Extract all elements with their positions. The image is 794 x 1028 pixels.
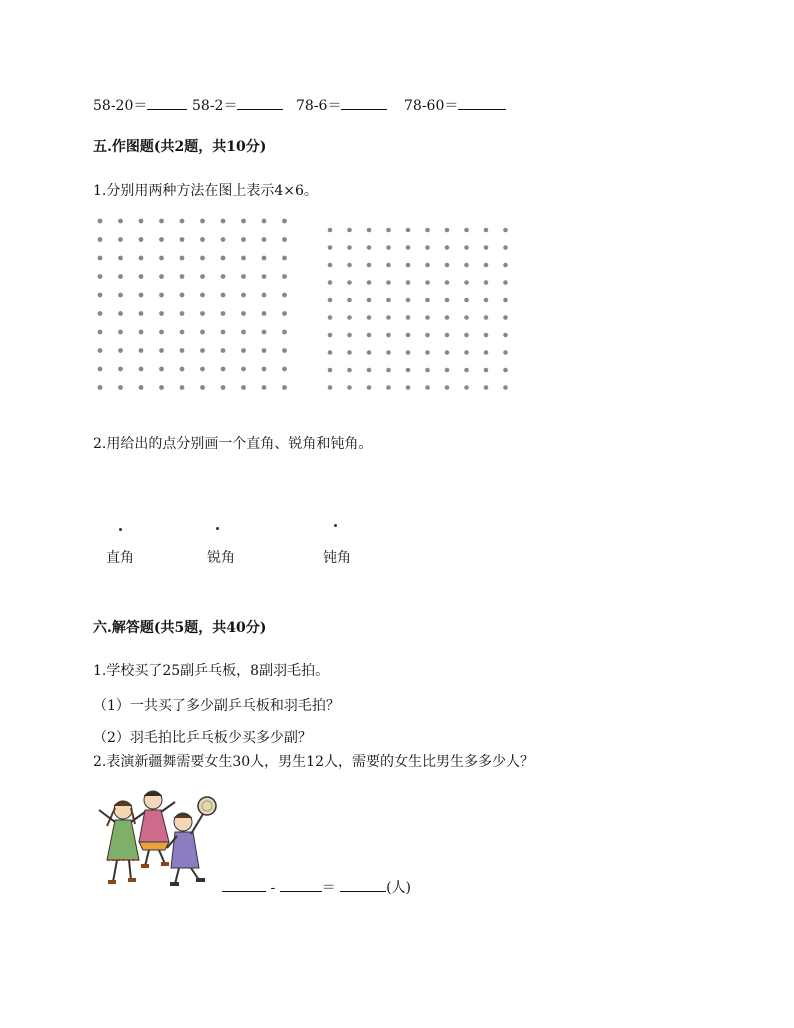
grid-dot [484, 298, 489, 303]
grid-dot [282, 367, 287, 372]
grid-dot [118, 367, 123, 372]
grid-dot [139, 256, 144, 261]
grid-dot [139, 367, 144, 372]
grid-dot [445, 333, 450, 338]
grid-dot [464, 280, 469, 285]
grid-dot [118, 274, 123, 279]
grid-dot [221, 348, 226, 353]
grid-dot [221, 256, 226, 261]
grid-dot [180, 293, 185, 298]
grid-dot [159, 311, 164, 316]
grid-dot [484, 368, 489, 373]
grid-dot [200, 256, 205, 261]
grid-dot [347, 350, 352, 355]
section5-q1: 1.分别用两种方法在图上表示4×6。 [93, 183, 318, 199]
grid-dot [159, 348, 164, 353]
grid-dot [118, 385, 123, 390]
angle-label-obtuse: 钝角 [323, 550, 351, 566]
grid-dot [159, 219, 164, 224]
grid-dot [241, 367, 246, 372]
grid-dot [347, 245, 352, 250]
section6-q1-sub1: （1）一共买了多少副乒乓板和羽毛拍？ [93, 698, 340, 714]
grid-dot [445, 385, 450, 390]
arith-expr: 78-6＝ [296, 98, 342, 114]
arith-expr: 78-60＝ [404, 98, 459, 114]
grid-dot [98, 385, 103, 390]
grid-dot [139, 385, 144, 390]
grid-dot [503, 280, 508, 285]
grid-dot [98, 237, 103, 242]
grid-dot [221, 293, 226, 298]
answer-blank[interactable] [147, 97, 187, 110]
grid-dot [406, 350, 411, 355]
grid-dot [425, 263, 430, 268]
grid-dot [386, 263, 391, 268]
grid-dot [503, 350, 508, 355]
section6-q1: 1.学校买了25副乒乓板，8副羽毛拍。 [93, 663, 330, 679]
grid-dot [503, 315, 508, 320]
grid-dot [484, 263, 489, 268]
answer-blank[interactable] [458, 97, 506, 110]
minus-sign: - [270, 880, 276, 896]
grid-dot [200, 219, 205, 224]
grid-dot [159, 237, 164, 242]
section6-q1-sub2: （2）羽毛拍比乒乓板少买多少副？ [93, 730, 312, 746]
answer-blank[interactable] [237, 97, 283, 110]
grid-dot [406, 263, 411, 268]
grid-dot [367, 280, 372, 285]
grid-dot [221, 274, 226, 279]
grid-dot [241, 330, 246, 335]
grid-dot [406, 280, 411, 285]
dot-grid-left[interactable] [96, 217, 292, 393]
grid-dot [118, 293, 123, 298]
grid-dot [386, 385, 391, 390]
equation-blank-2[interactable] [280, 879, 322, 892]
grid-dot [503, 245, 508, 250]
grid-dot [118, 256, 123, 261]
grid-dot [262, 256, 267, 261]
grid-dot [139, 219, 144, 224]
grid-dot [367, 228, 372, 233]
grid-dot [347, 228, 352, 233]
grid-dot [221, 385, 226, 390]
angle-point-right[interactable] [119, 528, 122, 531]
section6-q2: 2.表演新疆舞需要女生30人，男生12人，需要的女生比男生多多少人？ [93, 754, 534, 770]
grid-dot [425, 315, 430, 320]
equation-blank-1[interactable] [222, 879, 266, 892]
grid-dot [367, 315, 372, 320]
grid-dot [98, 330, 103, 335]
grid-dot [464, 350, 469, 355]
grid-dot [386, 280, 391, 285]
grid-dot [328, 385, 333, 390]
grid-dot [241, 348, 246, 353]
grid-dot [484, 245, 489, 250]
grid-dot [386, 350, 391, 355]
grid-dot [445, 245, 450, 250]
grid-dot [328, 263, 333, 268]
grid-dot [241, 219, 246, 224]
grid-dot [262, 311, 267, 316]
grid-dot [503, 263, 508, 268]
grid-dot [221, 311, 226, 316]
grid-dot [464, 368, 469, 373]
grid-dot [200, 367, 205, 372]
grid-dot [367, 245, 372, 250]
grid-dot [180, 348, 185, 353]
grid-dot [328, 315, 333, 320]
grid-dot [200, 293, 205, 298]
grid-dot [282, 237, 287, 242]
grid-dot [221, 219, 226, 224]
grid-dot [159, 330, 164, 335]
grid-dot [386, 245, 391, 250]
grid-dot [282, 385, 287, 390]
grid-dot [484, 333, 489, 338]
arith-item-2 [192, 95, 283, 115]
grid-dot [200, 348, 205, 353]
grid-dot [180, 330, 185, 335]
grid-dot [347, 315, 352, 320]
grid-dot [139, 348, 144, 353]
grid-dot [445, 315, 450, 320]
grid-dot [282, 311, 287, 316]
grid-dot [464, 298, 469, 303]
unit-label: (人) [386, 880, 412, 896]
grid-dot [118, 219, 123, 224]
arith-expr: 58-2＝ [192, 98, 238, 114]
grid-dot [139, 237, 144, 242]
grid-dot [159, 385, 164, 390]
grid-dot [367, 385, 372, 390]
grid-dot [425, 280, 430, 285]
grid-dot [484, 280, 489, 285]
grid-dot [445, 280, 450, 285]
grid-dot [347, 263, 352, 268]
arith-item-3 [296, 95, 387, 115]
grid-dot [262, 274, 267, 279]
dancing-children-illustration [95, 788, 223, 890]
angle-label-acute: 锐角 [207, 550, 235, 566]
grid-dot [328, 368, 333, 373]
grid-dot [503, 228, 508, 233]
grid-dot [503, 385, 508, 390]
grid-dot [262, 293, 267, 298]
grid-dot [262, 219, 267, 224]
grid-dot [159, 256, 164, 261]
grid-dot [367, 333, 372, 338]
grid-dot [98, 367, 103, 372]
grid-dot [367, 350, 372, 355]
grid-dot [503, 333, 508, 338]
grid-dot [159, 293, 164, 298]
grid-dot [180, 274, 185, 279]
grid-dot [159, 274, 164, 279]
grid-dot [98, 311, 103, 316]
grid-dot [118, 237, 123, 242]
grid-dot [139, 311, 144, 316]
grid-dot [347, 333, 352, 338]
answer-blank[interactable] [341, 97, 387, 110]
grid-dot [386, 333, 391, 338]
grid-dot [282, 293, 287, 298]
grid-dot [484, 315, 489, 320]
grid-dot [262, 385, 267, 390]
grid-dot [180, 256, 185, 261]
grid-dot [386, 228, 391, 233]
grid-dot [347, 298, 352, 303]
grid-dot [445, 350, 450, 355]
grid-dot [425, 385, 430, 390]
angle-label-right: 直角 [106, 550, 134, 566]
equation-blank-3[interactable] [340, 879, 386, 892]
grid-dot [425, 245, 430, 250]
grid-dot [386, 298, 391, 303]
grid-dot [445, 228, 450, 233]
grid-dot [503, 298, 508, 303]
grid-dot [262, 367, 267, 372]
grid-dot [386, 368, 391, 373]
grid-dot [445, 368, 450, 373]
grid-dot [118, 330, 123, 335]
grid-dot [282, 219, 287, 224]
grid-dot [328, 228, 333, 233]
grid-dot [464, 385, 469, 390]
equals-sign: ＝ [321, 880, 336, 896]
grid-dot [445, 298, 450, 303]
grid-dot [367, 368, 372, 373]
angle-point-acute[interactable] [216, 527, 219, 530]
grid-dot [200, 330, 205, 335]
grid-dot [221, 367, 226, 372]
grid-dot [180, 219, 185, 224]
section6-title: 六.解答题(共5题，共40分) [93, 620, 267, 636]
grid-dot [221, 330, 226, 335]
grid-dot [484, 228, 489, 233]
section5-q2: 2.用给出的点分别画一个直角、锐角和钝角。 [93, 436, 373, 452]
grid-dot [98, 293, 103, 298]
grid-dot [282, 348, 287, 353]
grid-dot [503, 368, 508, 373]
grid-dot [406, 298, 411, 303]
grid-dot [328, 333, 333, 338]
grid-dot [139, 274, 144, 279]
grid-dot [262, 330, 267, 335]
grid-dot [200, 311, 205, 316]
grid-dot [180, 367, 185, 372]
grid-dot [425, 228, 430, 233]
grid-dot [180, 385, 185, 390]
arith-item-1 [93, 95, 187, 115]
grid-dot [347, 385, 352, 390]
grid-dot [200, 274, 205, 279]
grid-dot [406, 333, 411, 338]
grid-dot [118, 311, 123, 316]
grid-dot [328, 350, 333, 355]
grid-dot [484, 350, 489, 355]
grid-dot [139, 293, 144, 298]
grid-dot [241, 385, 246, 390]
grid-dot [98, 219, 103, 224]
grid-dot [464, 333, 469, 338]
grid-dot [406, 385, 411, 390]
grid-dot [241, 293, 246, 298]
grid-dot [445, 263, 450, 268]
grid-dot [98, 348, 103, 353]
grid-dot [241, 311, 246, 316]
grid-dot [180, 311, 185, 316]
grid-dot [464, 245, 469, 250]
grid-dot [367, 263, 372, 268]
grid-dot [262, 237, 267, 242]
equation-line [222, 877, 411, 897]
grid-dot [241, 274, 246, 279]
grid-dot [118, 348, 123, 353]
section5-title: 五.作图题(共2题，共10分) [93, 139, 267, 155]
grid-dot [464, 315, 469, 320]
grid-dot [425, 333, 430, 338]
grid-dot [159, 367, 164, 372]
grid-dot [282, 274, 287, 279]
grid-dot [139, 330, 144, 335]
grid-dot [464, 228, 469, 233]
grid-dot [328, 245, 333, 250]
grid-dot [241, 237, 246, 242]
grid-dot [406, 245, 411, 250]
grid-dot [328, 298, 333, 303]
arith-item-4 [404, 95, 506, 115]
grid-dot [484, 385, 489, 390]
grid-dot [282, 256, 287, 261]
arith-expr: 58-20＝ [93, 98, 148, 114]
grid-dot [262, 348, 267, 353]
angle-point-obtuse[interactable] [334, 524, 337, 527]
grid-dot [347, 280, 352, 285]
grid-dot [425, 350, 430, 355]
grid-dot [406, 228, 411, 233]
grid-dot [347, 368, 352, 373]
grid-dot [180, 237, 185, 242]
grid-dot [221, 237, 226, 242]
grid-dot [98, 274, 103, 279]
grid-dot [464, 263, 469, 268]
grid-dot [367, 298, 372, 303]
grid-dot [282, 330, 287, 335]
grid-dot [386, 315, 391, 320]
grid-dot [328, 280, 333, 285]
grid-dot [98, 256, 103, 261]
grid-dot [406, 315, 411, 320]
grid-dot [200, 237, 205, 242]
grid-dot [200, 385, 205, 390]
grid-dot [425, 368, 430, 373]
grid-dot [406, 368, 411, 373]
grid-dot [241, 256, 246, 261]
grid-dot [425, 298, 430, 303]
dot-grid-right[interactable] [326, 226, 510, 392]
